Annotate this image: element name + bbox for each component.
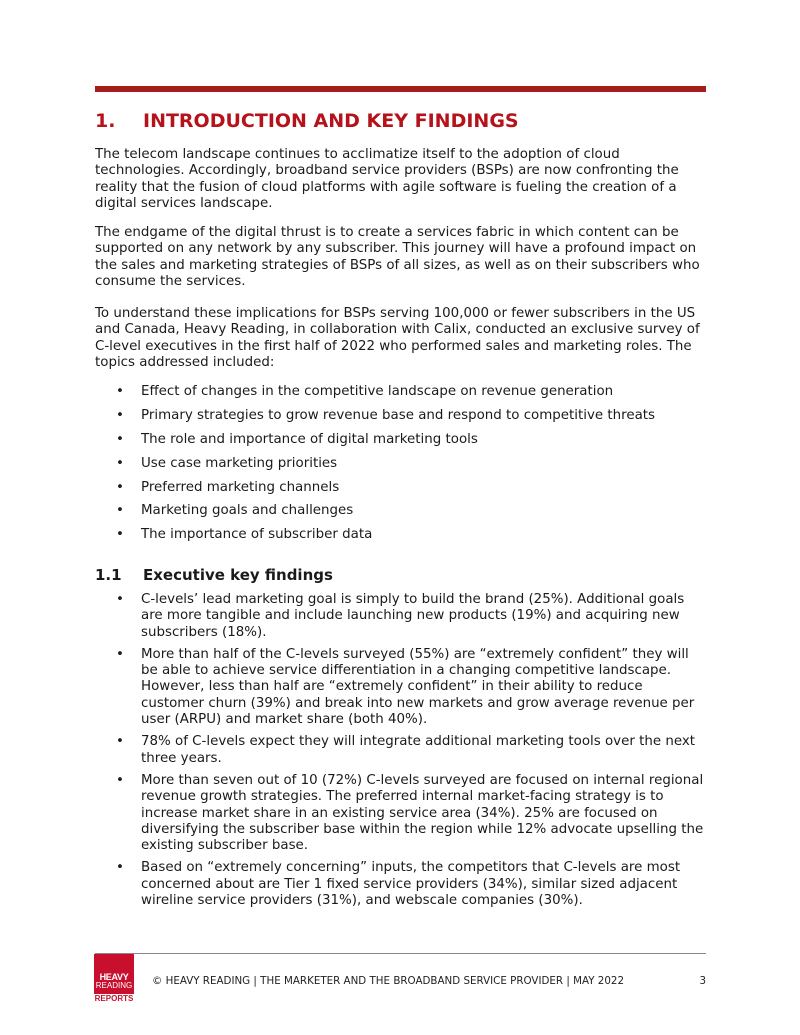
- bullet-icon: •: [116, 384, 124, 399]
- section-heading: [95, 110, 706, 132]
- subsection-number: 1.1: [95, 566, 122, 584]
- paragraph-2: The endgame of the digital thrust is to create a services fabric in which content can be supported on any network by any subscriber. This journey will have a profound impact on the sales and marketing strategies of BSPs of all sizes, as well as on their subscribers who consume the services.: [95, 225, 700, 289]
- bullet-icon: •: [116, 772, 124, 788]
- footer-rule: [95, 953, 706, 954]
- bullet-icon: •: [116, 503, 124, 519]
- list-item: • Marketing goals and challenges: [116, 503, 354, 519]
- list-item: • Based on “extremely concerning” inputs, the competitors that C-levels are most concerned about are Tier 1 fixed service providers (34%), similar sized adjacent wireline service providers (31%), and webscale companies (30%).: [116, 860, 681, 909]
- findings-list: [95, 592, 706, 915]
- list-item: • More than seven out of 10 (72%) C-levels surveyed are focused on internal regional revenue growth strategies. The preferred internal market-facing strategy is to increase market share in an existing service area (34%). 25% are focused on diversifying the subscriber base within the region while 12% advocate upselling the existing subscriber base.: [116, 772, 704, 854]
- paragraph-1: The telecom landscape continues to acclimatize itself to the adoption of cloud technologies. Accordingly, broadband service providers (BSPs) are now confronting the reality that the fusion of cloud platforms with agile software is fueling the creation of a digital services landscape.: [95, 147, 679, 211]
- section-number: 1.: [95, 110, 116, 132]
- bullet-icon: •: [116, 431, 124, 447]
- bullet-icon: •: [116, 479, 124, 495]
- bullet-icon: •: [116, 455, 124, 471]
- bullet-icon: •: [116, 860, 124, 876]
- subsection-heading: [95, 566, 706, 584]
- topics-list: [95, 384, 706, 551]
- bullet-icon: •: [116, 407, 124, 423]
- list-item: • More than half of the C-levels surveyed (55%) are “extremely confident” they will be able to achieve service differentiation in a changing competitive landscape. However, less than half are “extremely confident” in their ability to reduce customer churn (39%) and break into new markets and grow average revenue per user (ARPU) and market share (both 40%).: [116, 646, 695, 728]
- list-item: • Primary strategies to grow revenue base and respond to competitive threats: [116, 407, 656, 423]
- list-item: • Effect of changes in the competitive landscape on revenue generation: [116, 384, 614, 399]
- top-rule: [95, 86, 706, 92]
- section-title: INTRODUCTION AND KEY FINDINGS: [143, 110, 519, 132]
- list-item: • Preferred marketing channels: [116, 479, 340, 495]
- list-item: • The role and importance of digital marketing tools: [116, 431, 478, 447]
- page-number: 3: [699, 975, 706, 987]
- bullet-icon: •: [116, 592, 124, 607]
- list-item: • 78% of C-levels expect they will integrate additional marketing tools over the next three years.: [116, 734, 695, 766]
- paragraph-3: To understand these implications for BSPs serving 100,000 or fewer subscribers in the US and Canada, Heavy Reading, in collaboration with Calix, conducted an exclusive survey of C-level executives in the first half of 2022 who performed sales and marketing roles. The topics addressed included:: [95, 306, 700, 370]
- list-item: • The importance of subscriber data: [116, 527, 373, 543]
- heavy-reading-logo: HEAVY READING REPORTS: [94, 954, 134, 1004]
- bullet-icon: •: [116, 734, 124, 750]
- footer-text: © HEAVY READING | THE MARKETER AND THE BROADBAND SERVICE PROVIDER | MAY 2022: [152, 975, 624, 987]
- bullet-icon: •: [116, 527, 124, 543]
- subsection-title: Executive key findings: [143, 566, 333, 584]
- list-item: • C-levels’ lead marketing goal is simply to build the brand (25%). Additional goals are more tangible and include launching new products (19%) and acquiring new subscribers (18%).: [116, 592, 685, 640]
- bullet-icon: •: [116, 646, 124, 662]
- list-item: • Use case marketing priorities: [116, 455, 338, 471]
